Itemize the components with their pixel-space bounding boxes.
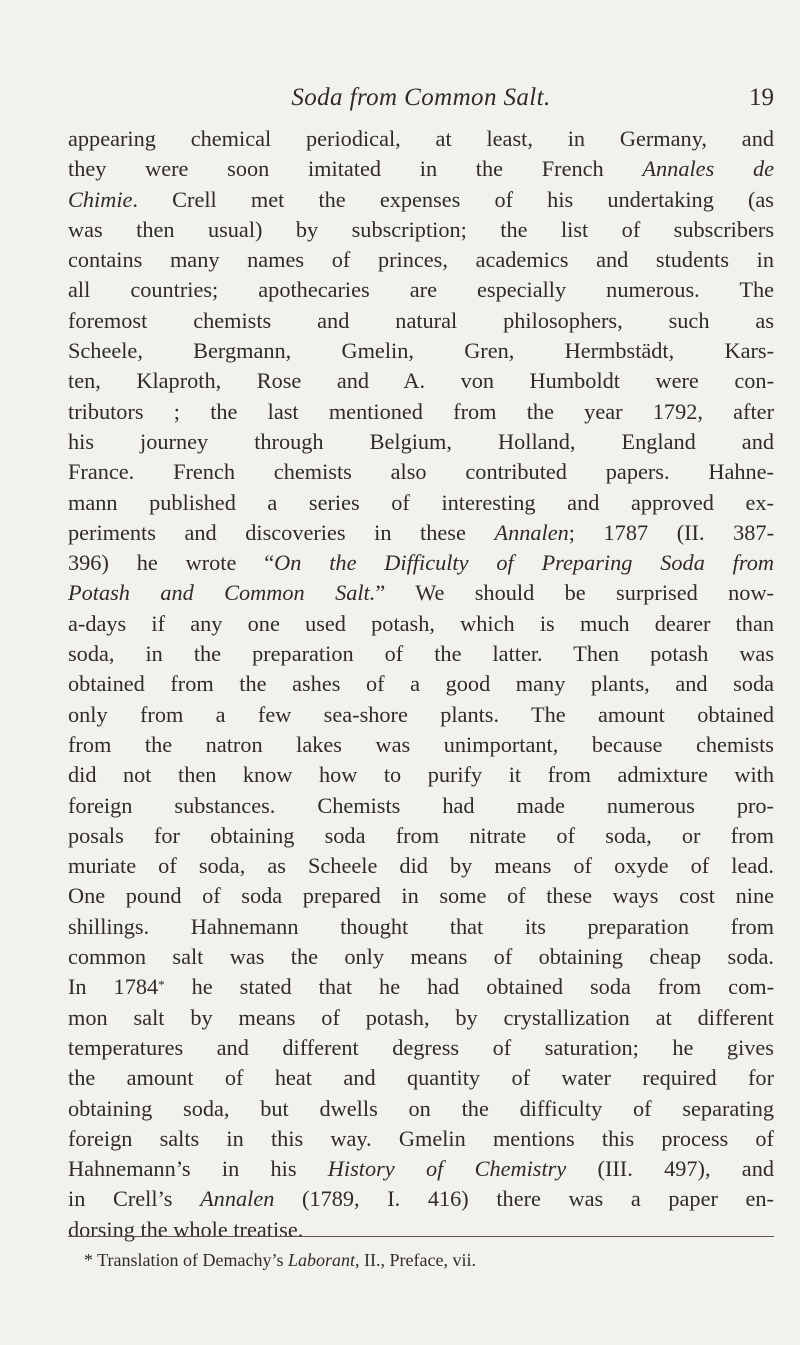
text-line: did not then know how to purify it from admixture with [68, 762, 774, 788]
text-line: the amount of heat and quantity of water required for [68, 1065, 774, 1091]
text-line: from the natron lakes was unimportant, because chemists [68, 731, 774, 757]
italic-title: On the Difficulty of Preparing Soda from [274, 550, 774, 576]
text-line: 396) he wrote “On the Difficulty of Preparing Soda from [68, 550, 774, 576]
italic-title: Chimie [68, 186, 133, 212]
text-line: periments and discoveries in these Annalen; 1787 (II. 387- [68, 519, 774, 545]
body-text [68, 124, 774, 1245]
text-line: France. French chemists also contributed papers. Hahne- [68, 459, 774, 485]
text-line: foreign substances. Chemists had made numerous pro- [68, 792, 774, 818]
text-line: posals for obtaining soda from nitrate of soda, or from [68, 822, 774, 848]
page-number: 19 [749, 84, 774, 111]
text-line: contains many names of princes, academics and students in [68, 247, 774, 273]
text-line: all countries; apothecaries are especially numerous. The [68, 277, 774, 303]
running-head [68, 84, 774, 120]
running-title: Soda from Common Salt. [291, 84, 551, 111]
text-line: ten, Klaproth, Rose and A. von Humboldt were con- [68, 368, 774, 394]
text-line: Scheele, Bergmann, Gmelin, Gren, Hermbstädt, Kars- [68, 338, 774, 364]
text-line: foreign salts in this way. Gmelin mentions this process of [68, 1125, 774, 1151]
text-line: obtained from the ashes of a good many plants, and soda [68, 671, 774, 697]
text-line: mon salt by means of potash, by crystallization at different [68, 1004, 774, 1030]
text-line: they were soon imitated in the French Annales de [68, 156, 774, 182]
text-line: in Crell’s Annalen (1789, I. 416) there was a paper en- [68, 1186, 774, 1212]
text-line: a-days if any one used potash, which is much dearer than [68, 610, 774, 636]
text-line: mann published a series of interesting and approved ex- [68, 489, 774, 515]
text-line: temperatures and different degress of saturation; he gives [68, 1034, 774, 1060]
text-line: soda, in the preparation of the latter. Then potash was [68, 641, 774, 667]
text-line: Chimie. Crell met the expenses of his undertaking (as [68, 186, 774, 212]
italic-title: Annalen [494, 519, 569, 545]
text-line: Potash and Common Salt.” We should be surprised now- [68, 580, 774, 606]
text-line: his journey through Belgium, Holland, England and [68, 428, 774, 454]
text-line: obtaining soda, but dwells on the difficulty of separating [68, 1095, 774, 1121]
text-line: shillings. Hahnemann thought that its preparation from [68, 913, 774, 939]
italic-title: Annalen [200, 1186, 275, 1212]
footnote-marker: * [84, 1250, 93, 1270]
text-line: was then usual) by subscription; the list of subscribers [68, 216, 774, 242]
italic-title: History of Chemistry [327, 1156, 567, 1182]
text-line: common salt was the only means of obtaining cheap soda. [68, 944, 774, 970]
text-line: Hahnemann’s in his History of Chemistry (III. 497), and [68, 1156, 774, 1182]
footnote-marker: * [158, 977, 165, 993]
italic-title: Laborant [288, 1250, 356, 1270]
text-line: In 1784* he stated that he had obtained soda from com- [68, 974, 774, 1000]
text-line: dorsing the whole treatise. [68, 1216, 304, 1242]
text-line: foremost chemists and natural philosophers, such as [68, 307, 774, 333]
text-line: appearing chemical periodical, at least, in Germany, and [68, 126, 774, 151]
text-line: One pound of soda prepared in some of these ways cost nine [68, 883, 774, 909]
footnote-divider [68, 1236, 774, 1237]
italic-title: Annales de [642, 156, 774, 182]
footnote: * Translation of Demachy’s Laborant, II., Preface, vii. [84, 1250, 476, 1270]
italic-title: Potash and Common Salt. [68, 580, 376, 606]
text-line: only from a few sea-shore plants. The amount obtained [68, 701, 774, 727]
text-line: muriate of soda, as Scheele did by means of oxyde of lead. [68, 853, 774, 879]
text-line: tributors ; the last mentioned from the year 1792, after [68, 398, 774, 424]
